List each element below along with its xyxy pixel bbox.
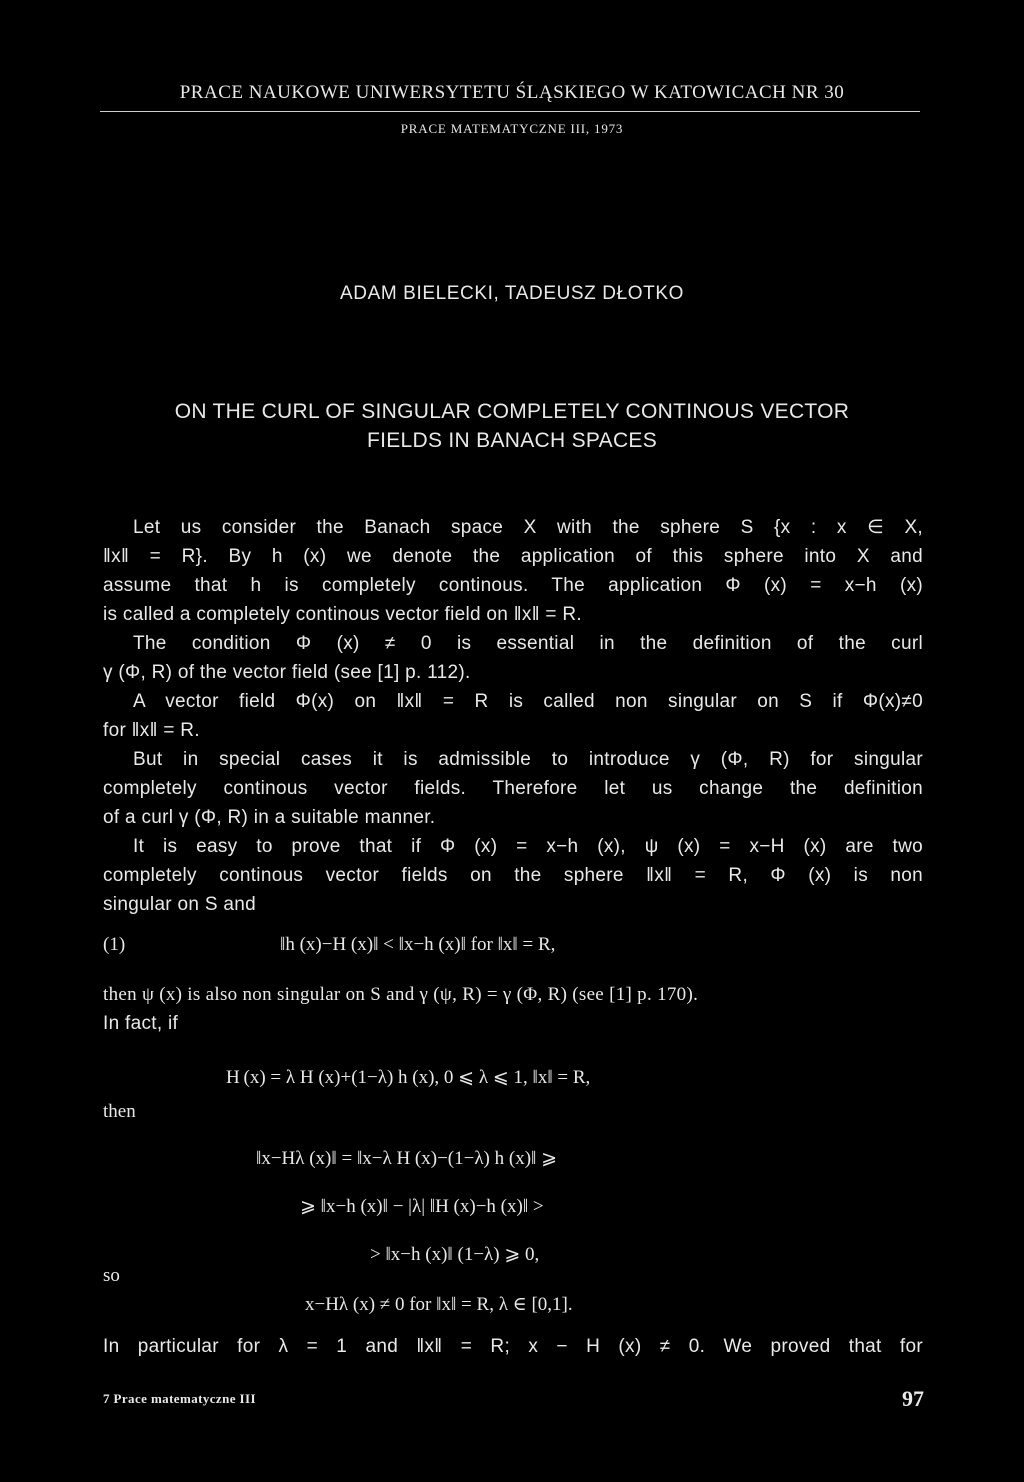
body-line-16: In fact, if [103,1013,179,1034]
equation-3-line-3: > ‖x−h (x)‖ (1−λ) ⩾ 0, [370,1244,540,1265]
body-line-1: Let us consider the Banach space X with the sphere S {x : x ∈ X, [133,517,923,538]
journal-header: PRACE NAUKOWE UNIWERSYTETU ŚLĄSKIEGO W KATOWICACH NR 30 [179,82,845,103]
so-label: so [103,1265,120,1286]
equation-3-line-2: ⩾ ‖x−h (x)‖ − |λ| ‖H (x)−h (x)‖ > [300,1196,544,1217]
body-line-15: then ψ (x) is also non singular on S and γ (ψ, R) = γ (Φ, R) (see [1] p. 170). [103,984,699,1005]
header-rule [100,111,920,112]
footer-signature: 7 Prace matematyczne III [103,1391,256,1406]
equation-1-label: (1) [103,934,126,955]
body-line-2: ‖x‖ = R}. By h (x) we denote the application of this sphere into X and [103,546,923,567]
body-line-13: completely continous vector fields on the sphere ‖x‖ = R, Φ (x) is non [103,865,923,886]
body-line-9: But in special cases it is admissible to introduce γ (Φ, R) for singular [133,749,923,770]
equation-3-line-1: ‖x−Hλ (x)‖ = ‖x−λ H (x)−(1−λ) h (x)‖ ⩾ [256,1148,558,1169]
body-line-14: singular on S and [103,894,256,915]
then-label: then [103,1101,136,1122]
series-header: PRACE MATEMATYCZNE III, 1973 [400,121,624,136]
authors: ADAM BIELECKI, TADEUSZ DŁOTKO [340,283,684,304]
body-line-3: assume that h is completely continous. The application Φ (x) = x−h (x) [103,575,923,596]
equation-1: ‖h (x)−H (x)‖ < ‖x−h (x)‖ for ‖x‖ = R, [280,934,556,955]
page-number: 97 [902,1386,924,1411]
body-line-6: γ (Φ, R) of the vector field (see [1] p. 112). [103,662,471,683]
body-line-5: The condition Φ (x) ≠ 0 is essential in the definition of the curl [133,633,923,654]
paper-title [100,397,924,455]
title-line-1: ON THE CURL OF SINGULAR COMPLETELY CONTINOUS VECTOR [174,400,850,423]
body-line-8: for ‖x‖ = R. [103,720,200,741]
equation-2: H (x) = λ H (x)+(1−λ) h (x), 0 ⩽ λ ⩽ 1, ‖x‖ = R, [226,1067,591,1088]
body-line-11: of a curl γ (Φ, R) in a suitable manner. [103,807,436,828]
body-line-17: In particular for λ = 1 and ‖x‖ = R; x − H (x) ≠ 0. We proved that for [103,1336,923,1357]
body-line-4: is called a completely continous vector field on ‖x‖ = R. [103,604,582,625]
title-line-2: FIELDS IN BANACH SPACES [366,429,658,452]
body-line-12: It is easy to prove that if Φ (x) = x−h (x), ψ (x) = x−H (x) are two [133,836,923,857]
body-line-10: completely continous vector fields. Therefore let us change the definition [103,778,923,799]
equation-4: x−Hλ (x) ≠ 0 for ‖x‖ = R, λ ∈ [0,1]. [305,1294,573,1315]
body-line-7: A vector field Φ(x) on ‖x‖ = R is called non singular on S if Φ(x)≠0 [133,691,923,712]
